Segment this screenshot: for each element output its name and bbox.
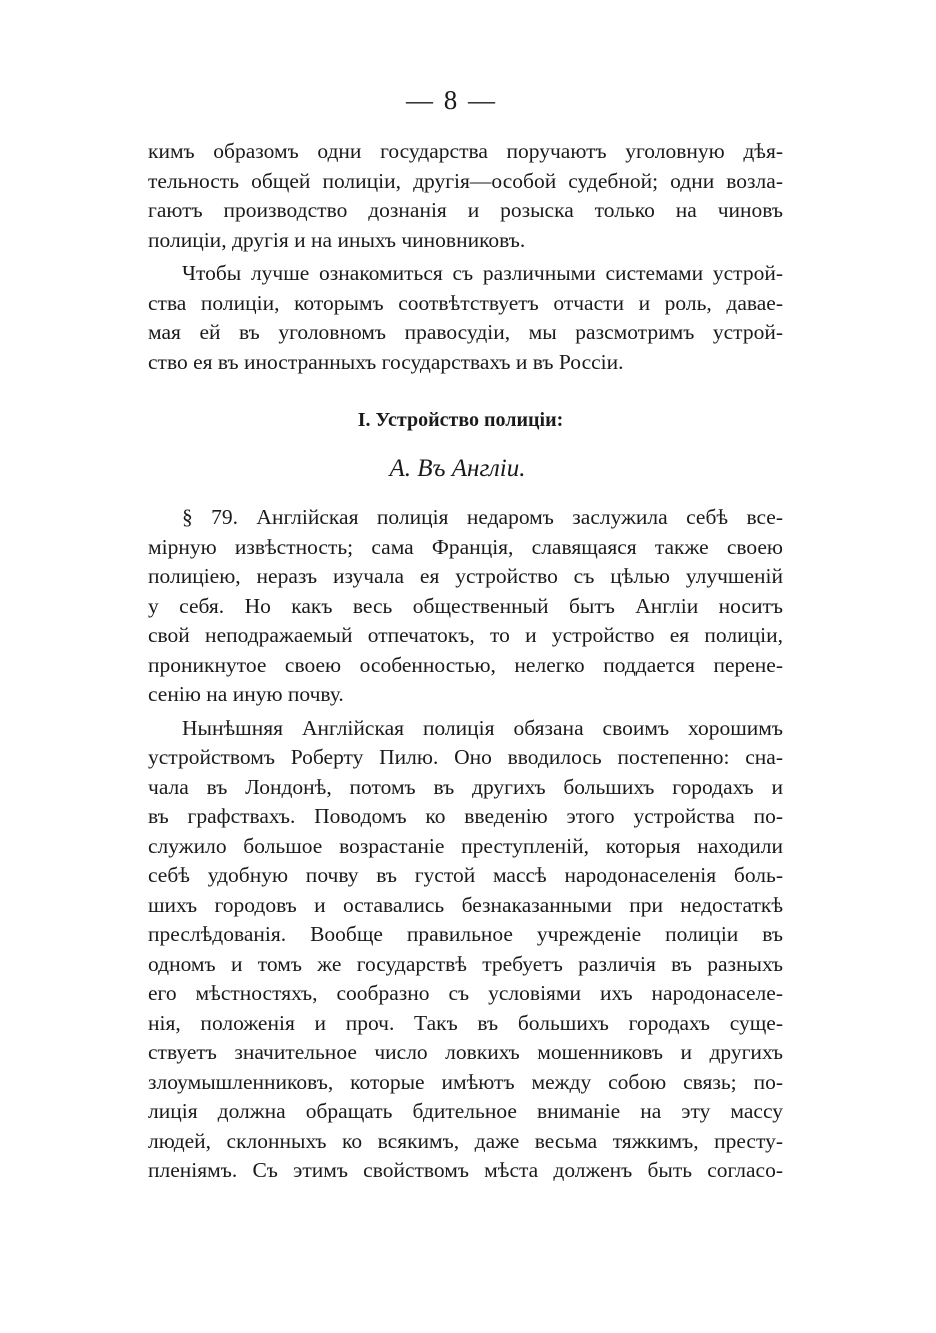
text-line: гаютъ производство дознанія и розыска только на чиновъ [148, 198, 783, 222]
section-subheading: А. Въ Англіи. [389, 455, 526, 482]
text-line: преслѣдованія. Вообще правильное учрежденіе полиціи въ [148, 922, 783, 946]
text-line: служило большое возрастаніе преступленій, которыя находили [148, 833, 783, 858]
text-line: свой неподражаемый отпечатокъ, то и устройство ея полиціи, [148, 623, 783, 647]
text-line: ства полиціи, которымъ соотвѣтствуетъ отчасти и роль, давае- [148, 290, 783, 315]
paragraph-1 [148, 137, 783, 255]
text-line: мірную извѣстность; сама Франція, славящаяся также своею [148, 534, 783, 559]
text-line: полиціею, неразъ изучала ея устройство съ цѣлью улучшеній [148, 564, 783, 588]
text-line: полиціи, другія и на иныхъ чиновниковъ. [148, 227, 526, 252]
text-line: злоумышленниковъ, которые имѣютъ между собою связь; по- [148, 1069, 783, 1094]
text-line: себѣ удобную почву въ густой массѣ народонаселенія боль- [148, 863, 783, 887]
document-page [148, 80, 783, 1186]
text-line: въ графствахъ. Поводомъ ко введенію этого устройства по- [148, 804, 783, 828]
text-line: Чтобы лучше ознакомиться съ различными системами устрой- [182, 261, 783, 285]
text-line: сенію на иную почву. [148, 682, 344, 706]
text-line: лиція должна обращать бдительное вниманіе на эту массу [148, 1099, 783, 1123]
paragraph-2 [148, 259, 783, 377]
text-line: Нынѣшняя Англійская полиція обязана своимъ хорошимъ [182, 715, 783, 740]
text-line: людей, склонныхъ ко всякимъ, даже весьма тяжкимъ, престу- [148, 1128, 783, 1153]
text-line: тельность общей полиціи, другія—особой судебной; одни возла- [148, 168, 783, 193]
text-line: кимъ образомъ одни государства поручаютъ уголовную дѣя- [148, 139, 783, 163]
paragraph-4 [148, 714, 783, 1186]
text-line: ство ея въ иностранныхъ государствахъ и въ Россіи. [148, 349, 624, 374]
text-line: одномъ и томъ же государствѣ требуетъ различія въ разныхъ [148, 951, 783, 976]
text-line: у себя. Но какъ весь общественный бытъ Англіи носитъ [148, 593, 783, 618]
text-line: его мѣстностяхъ, сообразно съ условіями ихъ народонаселе- [148, 981, 783, 1005]
text-line: проникнутое своею особенностью, нелегко поддается перене- [148, 652, 783, 677]
section-heading: I. Устройство полиціи: [357, 409, 564, 431]
text-line: нія, положенія и проч. Такъ въ большихъ городахъ суще- [148, 1010, 783, 1035]
text-line: пленіямъ. Съ этимъ свойствомъ мѣста долженъ быть согласо- [148, 1158, 783, 1182]
text-line: шихъ городовъ и оставались безнаказанными при недостаткѣ [148, 892, 783, 917]
text-line: § 79. Англійская полиція недаромъ заслужила себѣ все- [182, 505, 783, 529]
text-line: чала въ Лондонѣ, потомъ въ другихъ большихъ городахъ и [148, 774, 783, 799]
text-line: устройствомъ Роберту Пилю. Оно вводилось постепенно: сна- [148, 745, 783, 769]
text-line: ствуетъ значительное число ловкихъ мошенниковъ и другихъ [148, 1040, 783, 1064]
paragraph-3 [148, 503, 783, 710]
page-number: — 8 — [406, 85, 497, 115]
text-line: мая ей въ уголовномъ правосудіи, мы разсмотримъ устрой- [148, 320, 783, 344]
